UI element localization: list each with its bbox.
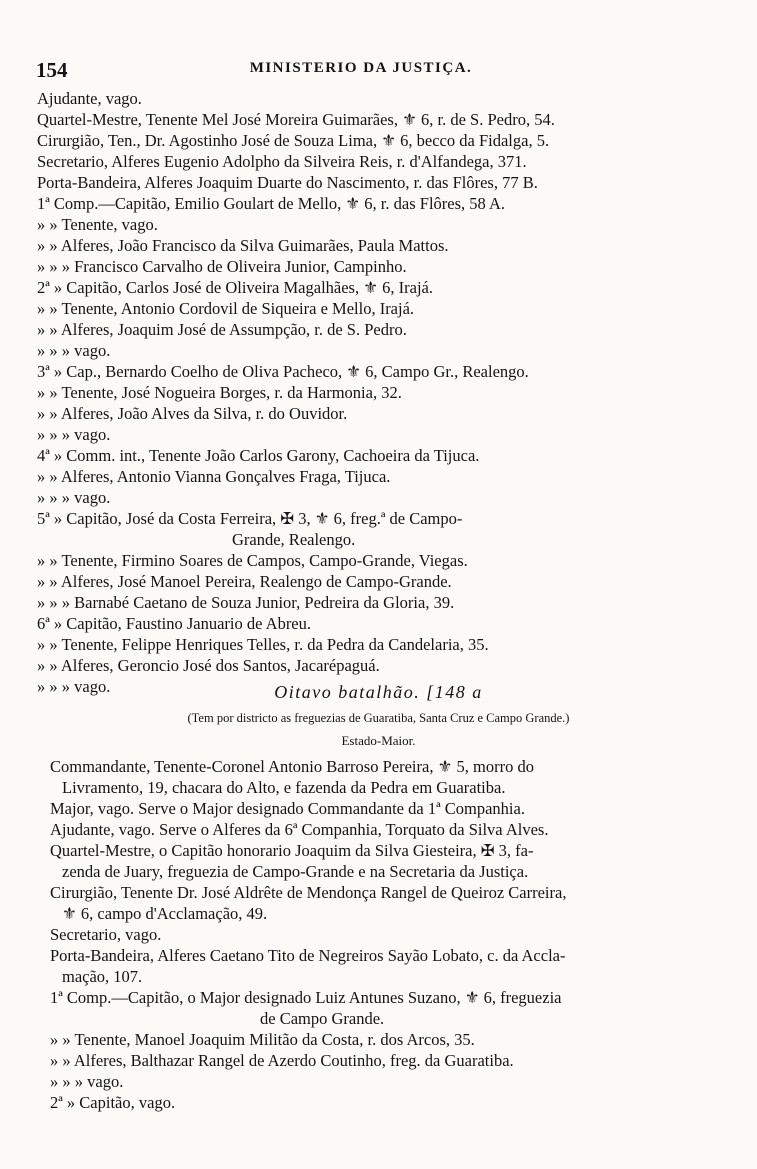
text-line: » » » vago. <box>37 425 111 444</box>
text-line: ⚜ 6, campo d'Acclamação, 49. <box>62 904 268 923</box>
text-line: » » » vago. <box>37 488 111 507</box>
text-line: » » Tenente, Manoel Joaquim Militão da Costa, r. dos Arcos, 35. <box>50 1030 475 1049</box>
text-line: 3ª » Cap., Bernardo Coelho de Oliva Pacheco, ⚜ 6, Campo Gr., Realengo. <box>37 362 529 381</box>
text-line: 1ª Comp.—Capitão, o Major designado Luiz Antunes Suzano, ⚜ 6, freguezia <box>50 988 562 1007</box>
text-line: Secretario, vago. <box>50 925 162 944</box>
section-subheading: Estado-Maior. <box>341 733 416 748</box>
text-line: Porta-Bandeira, Alferes Joaquim Duarte do Nascimento, r. das Flôres, 77 B. <box>37 173 538 192</box>
text-line: Livramento, 19, chacara do Alto, e fazenda da Pedra em Guaratiba. <box>62 778 506 797</box>
text-line: » » Alferes, João Alves da Silva, r. do Ouvidor. <box>37 404 348 423</box>
text-line: Commandante, Tenente-Coronel Antonio Barroso Pereira, ⚜ 5, morro do <box>50 757 534 776</box>
text-line: de Campo Grande. <box>260 1009 385 1028</box>
text-line: Major, vago. Serve o Major designado Commandante da 1ª Companhia. <box>50 799 525 818</box>
text-line: » » Alferes, José Manoel Pereira, Realengo de Campo-Grande. <box>37 572 452 591</box>
text-line: » » » Francisco Carvalho de Oliveira Junior, Campinho. <box>37 257 407 276</box>
text-line: Cirurgião, Tenente Dr. José Aldrête de Mendonça Rangel de Queiroz Carreira, <box>50 883 567 902</box>
text-line: zenda de Juary, freguezia de Campo-Grande e na Secretaria da Justiça. <box>62 862 529 881</box>
text-line: » » Alferes, Antonio Vianna Gonçalves Fraga, Tijuca. <box>37 467 391 486</box>
text-line: 6ª » Capitão, Faustino Januario de Abreu. <box>37 614 312 633</box>
text-line: » » » Barnabé Caetano de Souza Junior, Pedreira da Gloria, 39. <box>37 593 455 612</box>
text-line: mação, 107. <box>62 967 143 986</box>
page-header <box>36 58 686 84</box>
page-number: 154 <box>36 58 68 82</box>
section-note: (Tem por districto as freguezias de Guaratiba, Santa Cruz e Campo Grande.) <box>187 711 570 725</box>
text-line: Quartel-Mestre, Tenente Mel José Moreira Guimarães, ⚜ 6, r. de S. Pedro, 54. <box>37 110 555 129</box>
text-line: » » » vago. <box>37 677 111 696</box>
text-line: 5ª » Capitão, José da Costa Ferreira, ✠ 3, ⚜ 6, freg.ª de Campo- <box>37 509 463 528</box>
text-line: » » » vago. <box>37 341 111 360</box>
text-line: » » Tenente, Antonio Cordovil de Siqueira e Mello, Irajá. <box>37 299 415 318</box>
text-line: Cirurgião, Ten., Dr. Agostinho José de Souza Lima, ⚜ 6, becco da Fidalga, 5. <box>37 131 550 150</box>
text-line: » » » vago. <box>50 1072 124 1091</box>
text-line: Ajudante, vago. Serve o Alferes da 6ª Companhia, Torquato da Silva Alves. <box>50 820 549 839</box>
text-line: » » Tenente, José Nogueira Borges, r. da Harmonia, 32. <box>37 383 402 402</box>
text-line: » » Alferes, Joaquim José de Assumpção, r. de S. Pedro. <box>37 320 407 339</box>
text-line: » » Tenente, Felippe Henriques Telles, r. da Pedra da Candelaria, 35. <box>37 635 489 654</box>
section-title: Oitavo batalhão. [148 a <box>274 682 483 702</box>
text-line: 4ª » Comm. int., Tenente João Carlos Garony, Cachoeira da Tijuca. <box>37 446 480 465</box>
text-line: » » Alferes, João Francisco da Silva Guimarães, Paula Mattos. <box>37 236 449 255</box>
text-line: 2ª » Capitão, Carlos José de Oliveira Magalhães, ⚜ 6, Irajá. <box>37 278 433 297</box>
text-line: » » Alferes, Balthazar Rangel de Azerdo Coutinho, freg. da Guaratiba. <box>50 1051 514 1070</box>
text-line: Ajudante, vago. <box>37 89 142 108</box>
running-title: MINISTERIO DA JUSTIÇA. <box>249 60 473 76</box>
text-line: Grande, Realengo. <box>232 530 356 549</box>
text-line: Quartel-Mestre, o Capitão honorario Joaquim da Silva Giesteira, ✠ 3, fa- <box>50 841 534 860</box>
text-line: » » Tenente, vago. <box>37 215 158 234</box>
text-line: Secretario, Alferes Eugenio Adolpho da Silveira Reis, r. d'Alfandega, 371. <box>37 152 527 171</box>
text-line: » » Alferes, Geroncio José dos Santos, Jacarépaguá. <box>37 656 380 675</box>
text-line: Porta-Bandeira, Alferes Caetano Tito de Negreiros Sayão Lobato, c. da Accla- <box>50 946 566 965</box>
text-line: » » Tenente, Firmino Soares de Campos, Campo-Grande, Viegas. <box>37 551 468 570</box>
text-line: 2ª » Capitão, vago. <box>50 1093 176 1112</box>
text-line: 1ª Comp.—Capitão, Emilio Goulart de Mello, ⚜ 6, r. das Flôres, 58 A. <box>37 194 506 213</box>
